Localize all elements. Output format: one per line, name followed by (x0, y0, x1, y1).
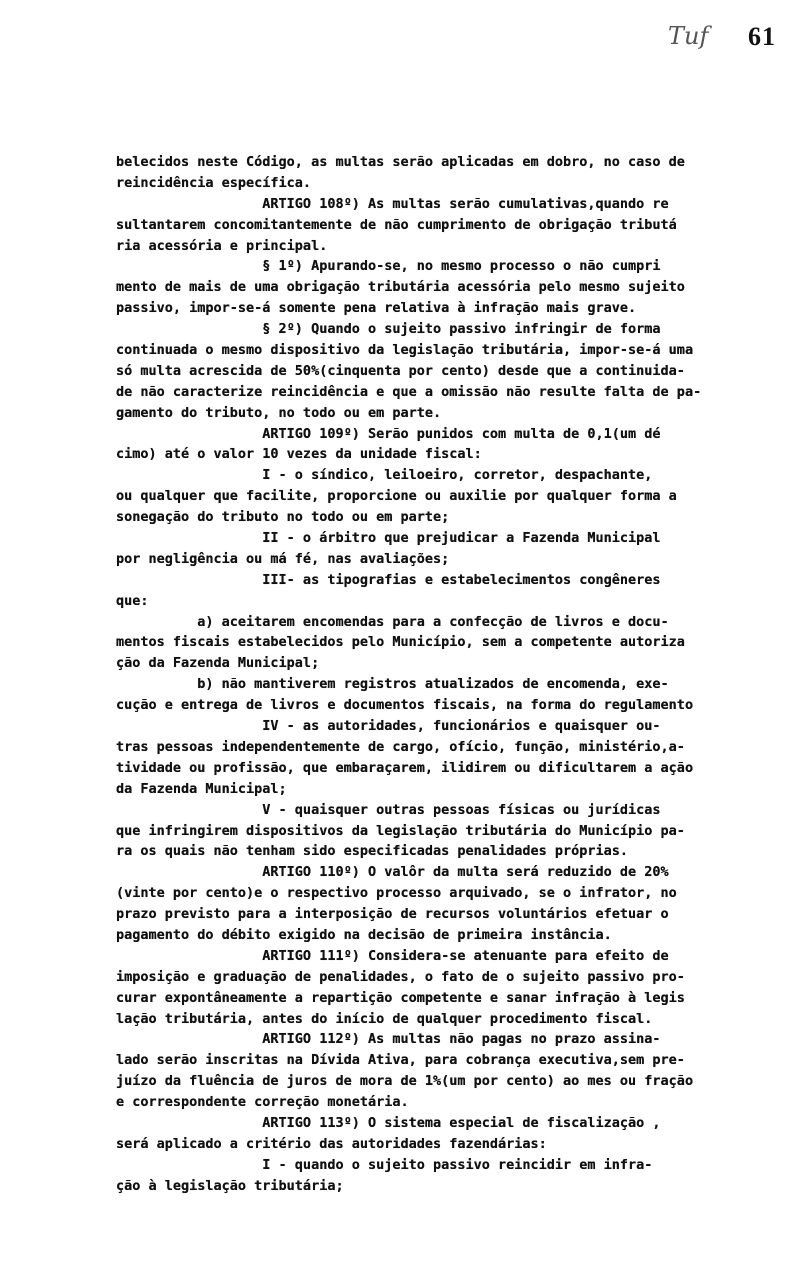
text-line: pagamento do débito exigido na decisão de primeira instância. (116, 926, 612, 943)
text-line: lação tributária, antes do início de qualquer procedimento fiscal. (116, 1010, 653, 1027)
text-line: b) não mantiverem registros atualizados de encomenda, exe- (116, 676, 669, 693)
text-line: reincidência específica. (116, 174, 312, 191)
text-line: passivo, impor-se-á somente pena relativa à infração mais grave. (116, 300, 637, 317)
text-line: IV - as autoridades, funcionários e quaisquer ou- (116, 718, 661, 735)
text-line: sonegação do tributo no todo ou em parte; (116, 509, 450, 526)
text-line: ria acessória e principal. (116, 237, 328, 254)
text-line: que infringirem dispositivos da legislação tributária do Município pa- (116, 822, 685, 839)
text-line: mentos fiscais estabelecidos pelo Município, sem a competente autoriza (116, 634, 685, 651)
text-line: V - quaisquer outras pessoas físicas ou jurídicas (116, 801, 661, 818)
text-line: (vinte por cento)e o respectivo processo arquivado, se o infrator, no (116, 885, 677, 902)
text-line: § 1º) Apurando-se, no mesmo processo o não cumpri (116, 258, 661, 275)
handwritten-margin-note: Tuf (668, 22, 709, 50)
text-line: ção à legislação tributária; (116, 1177, 344, 1194)
text-line: juízo da fluência de juros de mora de 1%(um por cento) ao mes ou fração (116, 1073, 694, 1090)
text-line: cução e entrega de livros e documentos fiscais, na forma do regulamento (116, 697, 694, 714)
text-line: belecidos neste Código, as multas serão aplicadas em dobro, no caso de (116, 154, 685, 170)
text-line: sultantarem concomitantemente de não cumprimento de obrigação tributá (116, 216, 677, 233)
text-line: e correspondente correção monetária. (116, 1094, 409, 1111)
text-line: gamento do tributo, no todo ou em parte. (116, 404, 442, 421)
text-line: curar expontâneamente a repartição competente e sanar infração à legis (116, 989, 685, 1006)
text-line: mento de mais de uma obrigação tributária acessória pelo mesmo sujeito (116, 279, 685, 296)
text-line: só multa acrescida de 50%(cinquenta por cento) desde que a continuida- (116, 362, 685, 379)
text-line: por negligência ou má fé, nas avaliações; (116, 550, 450, 567)
text-line: I - quando o sujeito passivo reincidir em infra- (116, 1156, 653, 1173)
text-line: III- as tipografias e estabelecimentos congêneres (116, 571, 661, 588)
text-line: continuada o mesmo dispositivo da legislação tributária, impor-se-á uma (116, 342, 694, 359)
text-line: imposição e graduação de penalidades, o fato de o sujeito passivo pro- (116, 968, 685, 985)
text-line: ARTIGO 113º) O sistema especial de fiscalização , (116, 1114, 661, 1131)
text-line: da Fazenda Municipal; (116, 780, 287, 797)
text-line: ARTIGO 108º) As multas serão cumulativas,quando re (116, 195, 669, 212)
text-line: tras pessoas independentemente de cargo, ofício, função, ministério,a- (116, 738, 685, 755)
page-number: 61 (748, 22, 776, 51)
text-line: ARTIGO 110º) O valôr da multa será reduzido de 20% (116, 864, 669, 881)
text-line: lado serão inscritas na Dívida Ativa, para cobrança executiva,sem pre- (116, 1052, 685, 1069)
text-line: a) aceitarem encomendas para a confecção de livros e docu- (116, 613, 669, 630)
text-line: ARTIGO 111º) Considera-se atenuante para efeito de (116, 947, 669, 964)
text-line: cimo) até o valor 10 vezes da unidade fiscal: (116, 446, 482, 463)
text-line: ção da Fazenda Municipal; (116, 655, 320, 672)
document-body (116, 152, 766, 1197)
text-line: ou qualquer que facilite, proporcione ou auxilie por qualquer forma a (116, 488, 677, 505)
text-line: II - o árbitro que prejudicar a Fazenda Municipal (116, 530, 661, 547)
text-line: § 2º) Quando o sujeito passivo infringir de forma (116, 321, 661, 338)
text-line: ARTIGO 109º) Serão punidos com multa de 0,1(um dé (116, 425, 661, 442)
text-line: de não caracterize reincidência e que a omissão não resulte falta de pa- (116, 383, 702, 400)
text-line: será aplicado a critério das autoridades fazendárias: (116, 1135, 547, 1152)
text-line: prazo previsto para a interposição de recursos voluntários efetuar o (116, 906, 669, 923)
text-line: tividade ou profissão, que embaraçarem, ilidirem ou dificultarem a ação (116, 759, 694, 776)
text-line: ra os quais não tenham sido especificadas penalidades próprias. (116, 843, 629, 860)
text-line: que: (116, 592, 149, 609)
text-line: ARTIGO 112º) As multas não pagas no prazo assina- (116, 1031, 661, 1048)
text-line: I - o síndico, leiloeiro, corretor, despachante, (116, 467, 653, 484)
